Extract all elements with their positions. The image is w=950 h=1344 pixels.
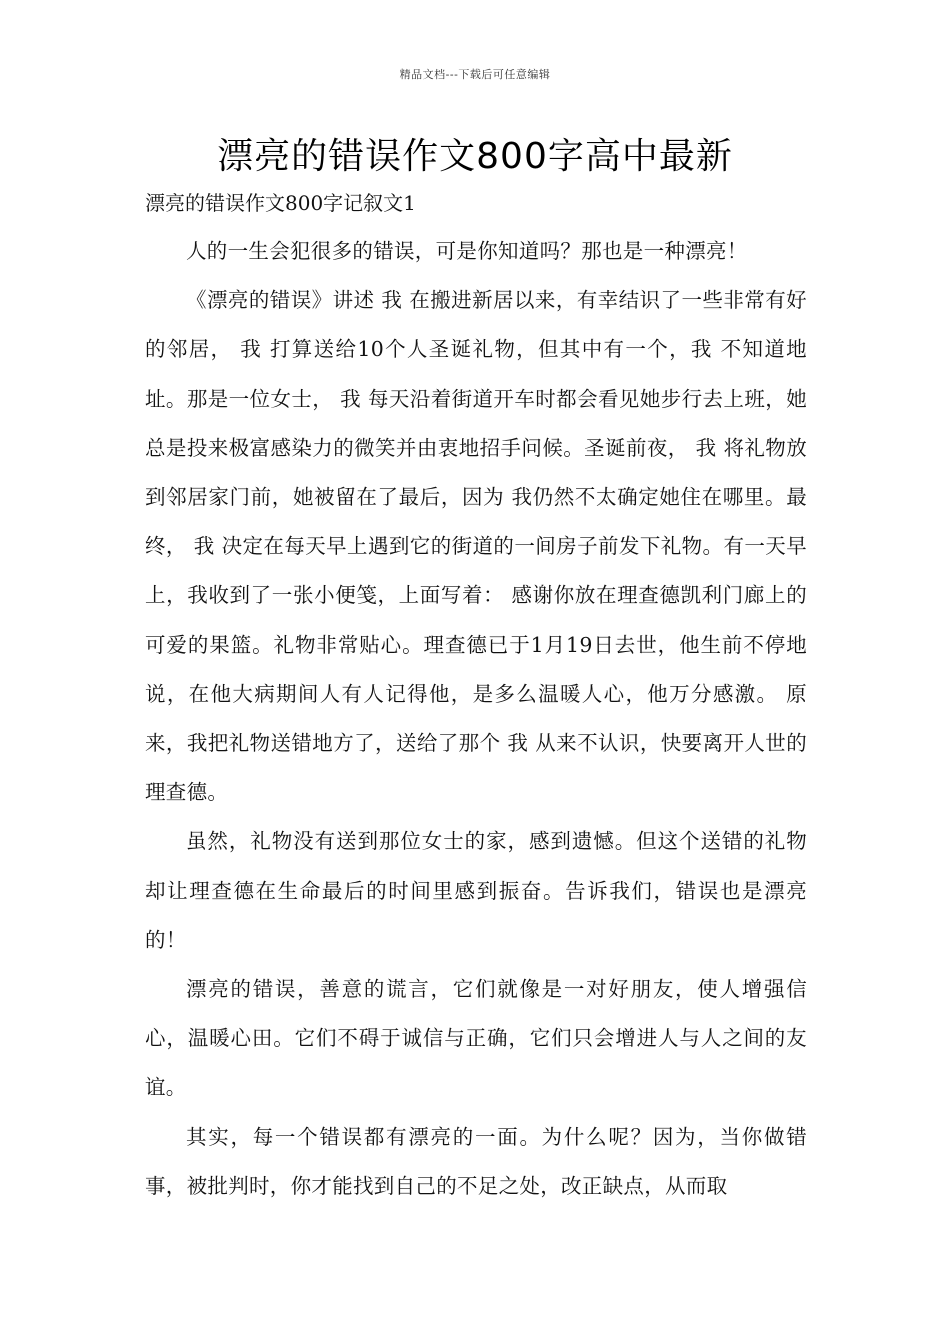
paragraph: 其实，每一个错误都有漂亮的一面。为什么呢？因为，当你做错事，被批判时，你才能找到自己的不足之处，改正缺点，从而取 — [145, 1124, 807, 1198]
paragraph: 人的一生会犯很多的错误，可是你知道吗？那也是一种漂亮！ — [186, 239, 748, 263]
document-title: 漂亮的错误作文800字高中最新 — [217, 136, 733, 177]
header-note: 精品文档---下载后可任意编辑 — [399, 68, 551, 81]
document-subtitle: 漂亮的错误作文800字记叙文1 — [145, 191, 416, 215]
paragraph: 《漂亮的错误》讲述 我 在搬进新居以来，有幸结识了一些非常有好的邻居， 我 打算送给10个人圣诞礼物，但其中有一个，我 不知道地址。那是一位女士， 我 每天沿着街道开车时都会看见她步行去上班，她总是投来极富感染力的微笑并由衷地招手问候。圣诞前夜， 我 将礼物放到邻居家门前，她被留在了最后，因为 我仍然不太确定她住在哪里。最终， 我 决定在每天早上遇到它的街道的一间房子前发下礼物。有一天早上，我收到了一张小便笺，上面写着： 感谢你放在理查德凯利门廊上的可爱的果篮。礼物非常贴心。理查德已于1月19日去世，他生前不停地说，在他大病期间人有人记得他，是多么温暖人心，他万分感激。 原来，我把礼物送错地方了，送给了那个 我 从来不认识，快要离开人世的理查德。 — [145, 288, 807, 805]
document-body — [145, 227, 807, 1211]
paragraph: 虽然，礼物没有送到那位女士的家，感到遗憾。但这个送错的礼物却让理查德在生命最后的时间里感到振奋。告诉我们，错误也是漂亮的！ — [145, 829, 807, 952]
paragraph: 漂亮的错误，善意的谎言，它们就像是一对好朋友，使人增强信心，温暖心田。它们不碍于诚信与正确，它们只会增进人与人之间的友谊。 — [145, 977, 807, 1100]
